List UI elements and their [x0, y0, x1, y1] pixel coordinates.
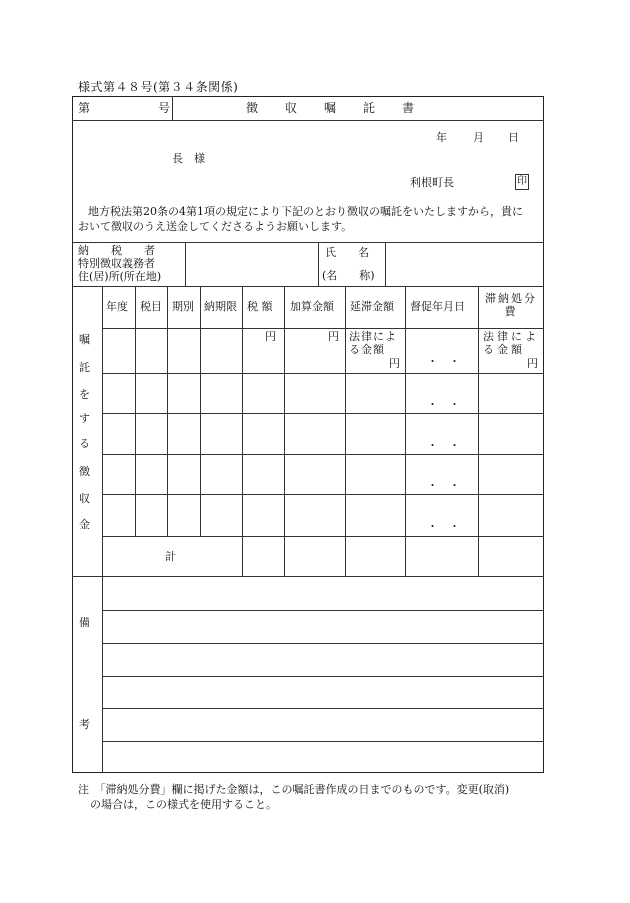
date-month: 月 [473, 131, 484, 144]
addressee-suffix: 長 様 [172, 152, 205, 165]
fee-legal-note: 法律による金額 [483, 330, 539, 356]
divider [102, 676, 544, 677]
name-label: 氏 名 [325, 246, 369, 259]
form-title: 徴 収 嘱 託 書 [246, 101, 416, 115]
divider [102, 741, 544, 742]
remarks-label: 備 [79, 616, 90, 629]
remarks-label: 考 [79, 718, 90, 731]
footnote-line-1: 注 「滞納処分費」欄に掲げた金額は，この嘱託書作成の日までのものです。変更(取消) [78, 783, 510, 796]
yen-unit: 円 [527, 357, 538, 370]
special-collector-label: 特別徴収義務者 [78, 257, 155, 270]
divider [72, 576, 544, 577]
divider [102, 373, 544, 374]
form-id: 様式第４８号(第３４条関係) [78, 80, 239, 94]
name-sub-label: (名 称) [322, 269, 375, 282]
date-placeholder: ・ ・ [427, 398, 460, 411]
date-day: 日 [508, 131, 519, 144]
delinquent-legal-note: 法律による金額 [349, 330, 397, 356]
divider [135, 286, 136, 536]
vertical-label-char: 金 [79, 518, 90, 531]
col-period: 期別 [172, 300, 194, 313]
yen-unit: 円 [328, 330, 339, 343]
divider [102, 643, 544, 644]
date-placeholder: ・ ・ [427, 479, 460, 492]
body-text-line-2: おいて徴収のうえ送金してくださるようお願いします。 [78, 220, 353, 233]
divider [167, 286, 168, 536]
col-disposition-fee: 滞納処分費 [485, 292, 537, 318]
col-reminder-date: 督促年月日 [410, 300, 465, 313]
total-label: 計 [165, 550, 176, 563]
yen-unit: 円 [265, 330, 276, 343]
col-delinquency-amount: 延滞金額 [350, 300, 394, 313]
vertical-label-char: 嘱 [79, 333, 90, 346]
divider [478, 286, 479, 576]
divider [172, 96, 173, 120]
divider [102, 454, 544, 455]
body-text-line-1: 地方税法第20条の4第1項の規定により下記のとおり徴収の嘱託をいたしますから，貴に [88, 205, 523, 218]
divider [102, 708, 544, 709]
vertical-label-char: 収 [79, 492, 90, 505]
divider [385, 242, 386, 286]
col-additional-amount: 加算金額 [290, 300, 334, 313]
sender-name: 利根町長 [410, 176, 454, 189]
vertical-label-char: る [79, 437, 90, 450]
col-due-date: 納期限 [204, 300, 237, 313]
vertical-label-char: を [79, 388, 90, 401]
vertical-label-char: 託 [79, 361, 90, 374]
date-placeholder: ・ ・ [427, 355, 460, 368]
vertical-label-char: 徴 [79, 465, 90, 478]
divider [318, 242, 319, 286]
seal-mark: 印 [515, 174, 529, 190]
taxpayer-label: 納 税 者 [78, 244, 155, 257]
divider [345, 286, 346, 576]
yen-unit: 円 [389, 357, 400, 370]
footnote [78, 782, 548, 812]
col-tax-item: 税目 [140, 300, 162, 313]
number-prefix: 第 [78, 101, 91, 115]
divider [102, 494, 544, 495]
divider [185, 242, 186, 286]
date-placeholder: ・ ・ [427, 439, 460, 452]
divider [72, 286, 544, 287]
divider [242, 286, 243, 576]
address-label: 住(居)所(所在地) [78, 270, 162, 283]
divider [102, 286, 103, 773]
divider [102, 610, 544, 611]
vertical-label-char: す [79, 412, 90, 425]
divider [284, 286, 285, 576]
divider [72, 242, 544, 243]
number-suffix: 号 [158, 101, 171, 115]
footnote-line-2: の場合は，この様式を使用すること。 [90, 798, 277, 811]
divider [72, 120, 544, 121]
date-placeholder: ・ ・ [427, 520, 460, 533]
divider [102, 328, 544, 329]
col-tax-amount: 税 額 [247, 300, 273, 313]
divider [102, 413, 544, 414]
form-frame [72, 96, 544, 773]
col-fiscal-year: 年度 [106, 300, 128, 313]
date-year: 年 [436, 131, 447, 144]
divider [405, 286, 406, 576]
divider [200, 286, 201, 536]
divider [102, 536, 544, 537]
